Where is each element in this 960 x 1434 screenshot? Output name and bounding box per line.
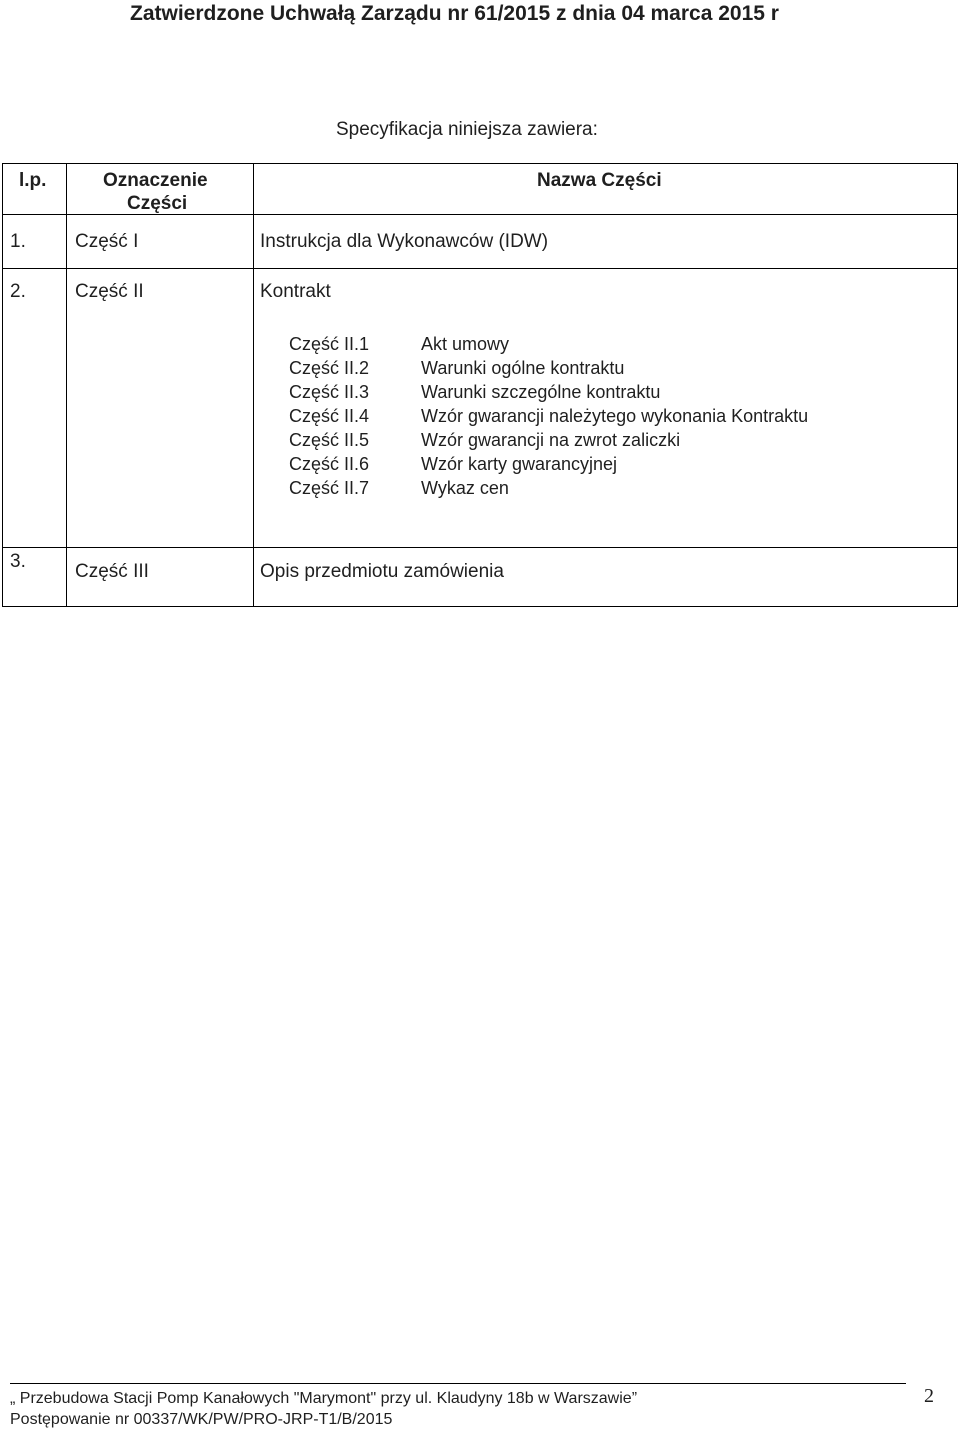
row-1-part: Część I: [75, 231, 139, 252]
list-item: Akt umowy: [421, 334, 510, 354]
row-3-part: Część III: [75, 561, 149, 582]
row-1-lp: 1.: [10, 231, 26, 252]
list-item: Wykaz cen: [421, 478, 509, 498]
column-header-designation-2: Części: [127, 193, 188, 214]
list-item: Część II.1: [289, 334, 370, 354]
page-number: 2: [924, 1385, 934, 1407]
column-header-lp: l.p.: [19, 170, 47, 191]
list-item: Wzór gwarancji należytego wykonania Kontraktu: [421, 406, 809, 426]
table-divider: [66, 164, 67, 606]
row-1-name: Instrukcja dla Wykonawców (IDW): [260, 231, 549, 252]
row-2-lp: 2.: [10, 281, 26, 302]
list-item: Część II.6: [289, 454, 370, 474]
row-3-lp: 3.: [10, 551, 26, 572]
intro-text: Specyfikacja niniejsza zawiera:: [336, 119, 598, 140]
subpart-ids: [289, 332, 369, 500]
list-item: Część II.5: [289, 430, 370, 450]
table-divider: [3, 547, 957, 548]
table-divider: [253, 164, 254, 606]
list-item: Część II.3: [289, 382, 370, 402]
row-2-part: Część II: [75, 281, 144, 302]
list-item: Część II.2: [289, 358, 370, 378]
subpart-names: [421, 332, 808, 500]
list-item: Wzór gwarancji na zwrot zaliczki: [421, 430, 681, 450]
table-divider: [3, 268, 957, 269]
footer-project-title: „ Przebudowa Stacji Pomp Kanałowych "Marymont" przy ul. Klaudyny 18b w Warszawie”: [10, 1390, 638, 1407]
row-3-name: Opis przedmiotu zamówienia: [260, 561, 504, 582]
column-header-designation: Oznaczenie: [103, 170, 208, 191]
column-header-name: Nazwa Części: [537, 170, 662, 191]
list-item: Warunki ogólne kontraktu: [421, 358, 625, 378]
footer-rule: [10, 1383, 906, 1384]
list-item: Wzór karty gwarancyjnej: [421, 454, 618, 474]
row-2-name: Kontrakt: [260, 281, 331, 302]
footer-procedure-number: Postępowanie nr 00337/WK/PW/PRO-JRP-T1/B/2015: [10, 1411, 393, 1428]
list-item: Część II.7: [289, 478, 370, 498]
list-item: Część II.4: [289, 406, 370, 426]
list-item: Warunki szczególne kontraktu: [421, 382, 661, 402]
document-header-title: Zatwierdzone Uchwałą Zarządu nr 61/2015 z dnia 04 marca 2015 r: [130, 2, 779, 25]
